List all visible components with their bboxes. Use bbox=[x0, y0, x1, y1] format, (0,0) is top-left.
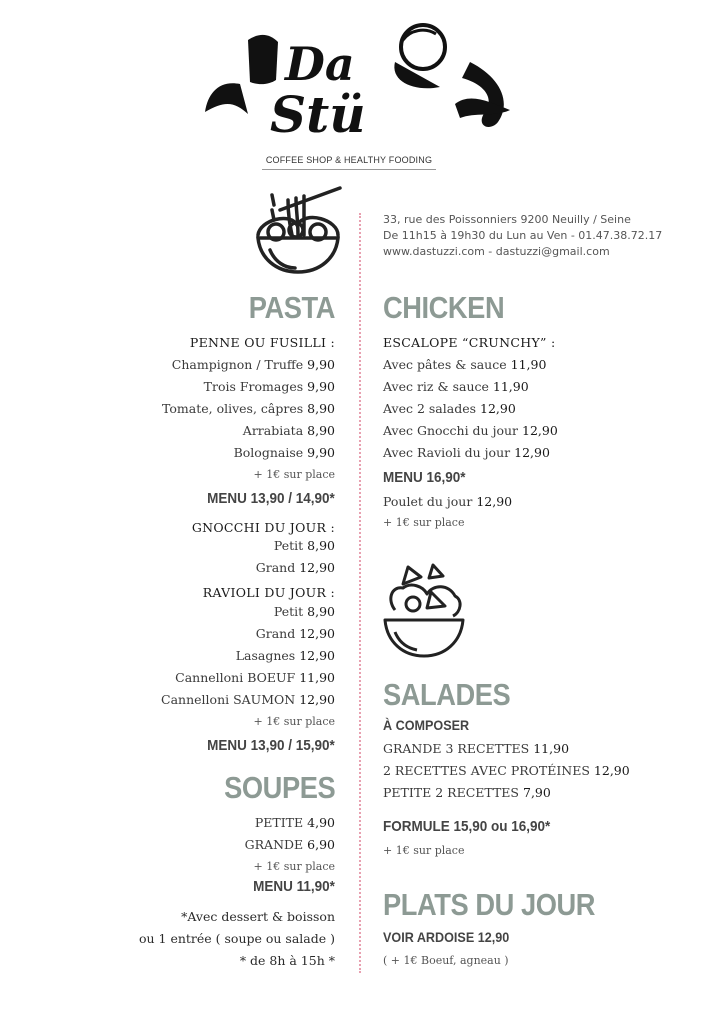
soupes-title: SOUPES bbox=[223, 770, 335, 805]
menu-item: Tomate, olives, câpres 8,90 bbox=[162, 401, 335, 416]
contact-address: 33, rue des Poissonniers 9200 Neuilly / Seine bbox=[383, 213, 631, 226]
footnote: ou 1 entrée ( soupe ou salade ) bbox=[138, 931, 335, 946]
plats-voir-ardoise: VOIR ARDOISE 12,90 bbox=[383, 929, 510, 945]
menu-item: Avec pâtes & sauce 11,90 bbox=[383, 357, 547, 372]
chicken-menu-price: MENU 16,90* bbox=[383, 469, 466, 486]
menu-item: Arrabiata 8,90 bbox=[242, 423, 335, 438]
pasta-menu-price-2: MENU 13,90 / 15,90* bbox=[207, 737, 335, 754]
menu-item: Avec Gnocchi du jour 12,90 bbox=[383, 423, 558, 438]
plats-title: PLATS DU JOUR bbox=[383, 887, 596, 922]
menu-item: Avec Ravioli du jour 12,90 bbox=[383, 445, 550, 460]
menu-item: Poulet du jour 12,90 bbox=[383, 494, 513, 509]
menu-item: Bolognaise 9,90 bbox=[233, 445, 335, 460]
menu-item: Petit 8,90 bbox=[273, 604, 335, 619]
salades-title: SALADES bbox=[383, 677, 511, 712]
menu-item: Trois Fromages 9,90 bbox=[203, 379, 335, 394]
menu-item: Avec 2 salades 12,90 bbox=[383, 401, 516, 416]
menu-item: PETITE 4,90 bbox=[254, 815, 335, 830]
footnote: *Avec dessert & boisson bbox=[181, 909, 335, 924]
surcharge-note: + 1€ sur place bbox=[383, 516, 465, 529]
logo-text-stu: Stü bbox=[270, 85, 366, 142]
plats-note: ( + 1€ Boeuf, agneau ) bbox=[383, 954, 509, 967]
menu-item: Cannelloni BOEUF 11,90 bbox=[175, 670, 335, 685]
surcharge-note: + 1€ sur place bbox=[253, 468, 335, 481]
contact-hours: De 11h15 à 19h30 du Lun au Ven - 01.47.38.72.17 bbox=[383, 229, 663, 242]
menu-item: Grand 12,90 bbox=[255, 560, 335, 575]
menu-item: GRANDE 6,90 bbox=[244, 837, 335, 852]
salades-subtitle: À COMPOSER bbox=[383, 717, 470, 733]
penne-heading: PENNE OU FUSILLI : bbox=[189, 335, 335, 350]
surcharge-note: + 1€ sur place bbox=[253, 860, 335, 873]
contact-web[interactable]: www.dastuzzi.com - dastuzzi@gmail.com bbox=[383, 245, 610, 258]
menu-item: PETITE 2 RECETTES 7,90 bbox=[383, 785, 551, 800]
soupes-menu-price: MENU 11,90* bbox=[253, 878, 335, 895]
menu-item: 2 RECETTES AVEC PROTÉINES 12,90 bbox=[383, 763, 630, 778]
column-divider bbox=[359, 213, 361, 973]
menu-item: Lasagnes 12,90 bbox=[235, 648, 335, 663]
menu-item: Avec riz & sauce 11,90 bbox=[383, 379, 529, 394]
surcharge-note: + 1€ sur place bbox=[383, 844, 465, 857]
logo-text-da: Da bbox=[285, 37, 355, 91]
menu-item: GRANDE 3 RECETTES 11,90 bbox=[383, 741, 570, 756]
pasta-menu-price-1: MENU 13,90 / 14,90* bbox=[207, 490, 335, 507]
salad-bowl-icon bbox=[383, 562, 465, 660]
tagline: COFFEE SHOP & HEALTHY FOODING bbox=[265, 155, 433, 165]
chicken-title: CHICKEN bbox=[383, 290, 505, 325]
salades-formule-price: FORMULE 15,90 ou 16,90* bbox=[383, 818, 551, 835]
surcharge-note: + 1€ sur place bbox=[253, 715, 335, 728]
menu-item: Grand 12,90 bbox=[255, 626, 335, 641]
menu-item: Petit 8,90 bbox=[273, 538, 335, 553]
pasta-title: PASTA bbox=[248, 290, 335, 325]
footnote: * de 8h à 15h * bbox=[239, 953, 335, 968]
menu-item: Champignon / Truffe 9,90 bbox=[171, 357, 335, 372]
escalope-heading: ESCALOPE “CRUNCHY” : bbox=[383, 335, 556, 350]
menu-item: Cannelloni SAUMON 12,90 bbox=[161, 692, 335, 707]
ravioli-heading: RAVIOLI DU JOUR : bbox=[202, 585, 335, 600]
gnocchi-heading: GNOCCHI DU JOUR : bbox=[191, 520, 335, 535]
